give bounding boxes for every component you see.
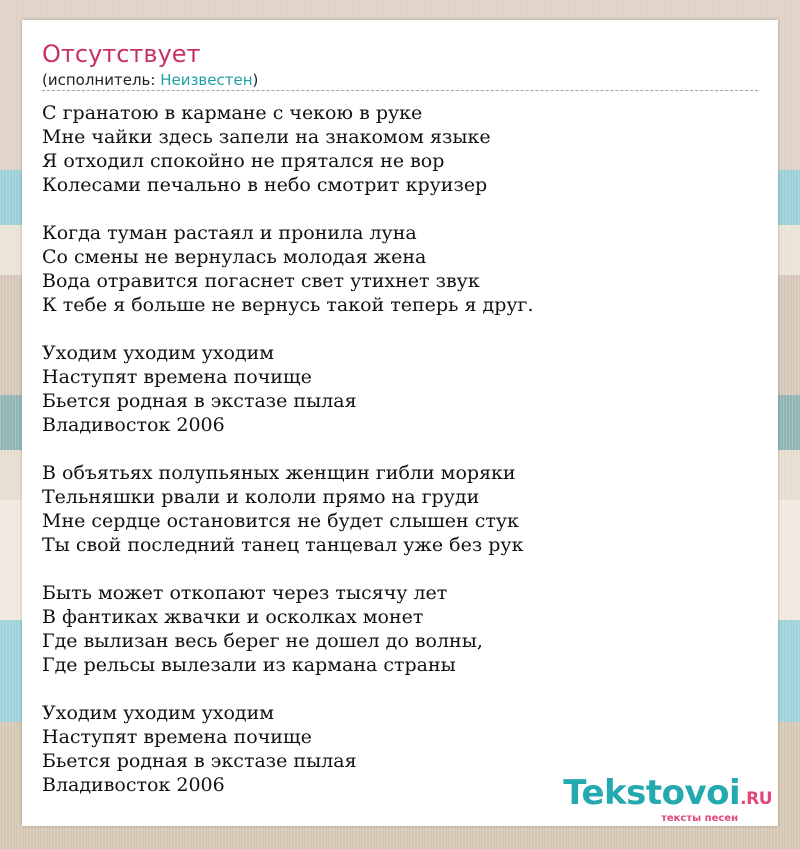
lyric-line: Уходим уходим уходим [42, 702, 275, 724]
artist-link[interactable]: Неизвестен [160, 71, 253, 89]
lyrics-stanza [42, 701, 534, 797]
artist-line [42, 71, 258, 89]
site-logo[interactable] [563, 775, 772, 824]
logo-tld: .RU [740, 789, 772, 809]
lyric-line: Мне чайки здесь запели на знакомом языке [42, 126, 491, 148]
lyric-line: Где рельсы вылезали из кармана страны [42, 654, 456, 676]
lyric-line: Я отходил спокойно не прятался не вор [42, 150, 445, 172]
artist-prefix: (исполнитель: [42, 71, 161, 89]
lyric-line: Колесами печально в небо смотрит круизер [42, 174, 488, 196]
lyric-line: Тельняшки рвали и кололи прямо на груди [42, 486, 480, 508]
lyric-line: Быть может откопают через тысячу лет [42, 582, 448, 604]
title-divider [42, 90, 758, 91]
lyrics-text [42, 101, 534, 797]
lyric-line: Владивосток 2006 [42, 414, 225, 436]
song-title: Отсутствует [42, 40, 201, 68]
lyrics-stanza [42, 581, 534, 677]
lyric-line: Где вылизан весь берег не дошел до волны, [42, 630, 483, 652]
lyric-line: Наступят времена почище [42, 366, 312, 388]
lyric-line: Ты свой последний танец танцевал уже без рук [42, 534, 524, 556]
lyric-line: С гранатою в кармане с чекою в руке [42, 102, 423, 124]
lyric-line: К тебе я больше не вернусь такой теперь я друг. [42, 294, 534, 316]
lyric-line: Мне сердце остановится не будет слышен стук [42, 510, 519, 532]
lyric-line: Когда туман растаял и пронила луна [42, 222, 417, 244]
artist-suffix: ) [252, 71, 259, 89]
lyric-line: Вода отравится погаснет свет утихнет звук [42, 270, 480, 292]
lyric-line: Наступят времена почище [42, 726, 312, 748]
lyrics-stanza [42, 101, 534, 197]
lyric-line: Бьется родная в экстазе пылая [42, 390, 357, 412]
lyric-line: Со смены не вернулась молодая жена [42, 246, 427, 268]
lyrics-stanza [42, 461, 534, 557]
lyrics-stanza [42, 221, 534, 317]
lyric-line: Бьется родная в экстазе пылая [42, 750, 357, 772]
logo-tagline: тексты песен [661, 813, 738, 824]
lyric-line: В фантиках жвачки и осколках монет [42, 606, 424, 628]
lyrics-card [22, 20, 778, 826]
logo-wordmark: Tekstovoi [563, 773, 741, 813]
lyric-line: Уходим уходим уходим [42, 342, 275, 364]
lyric-line: В объятьях полупьяных женщин гибли моряки [42, 462, 516, 484]
lyrics-stanza [42, 341, 534, 437]
lyric-line: Владивосток 2006 [42, 774, 225, 796]
